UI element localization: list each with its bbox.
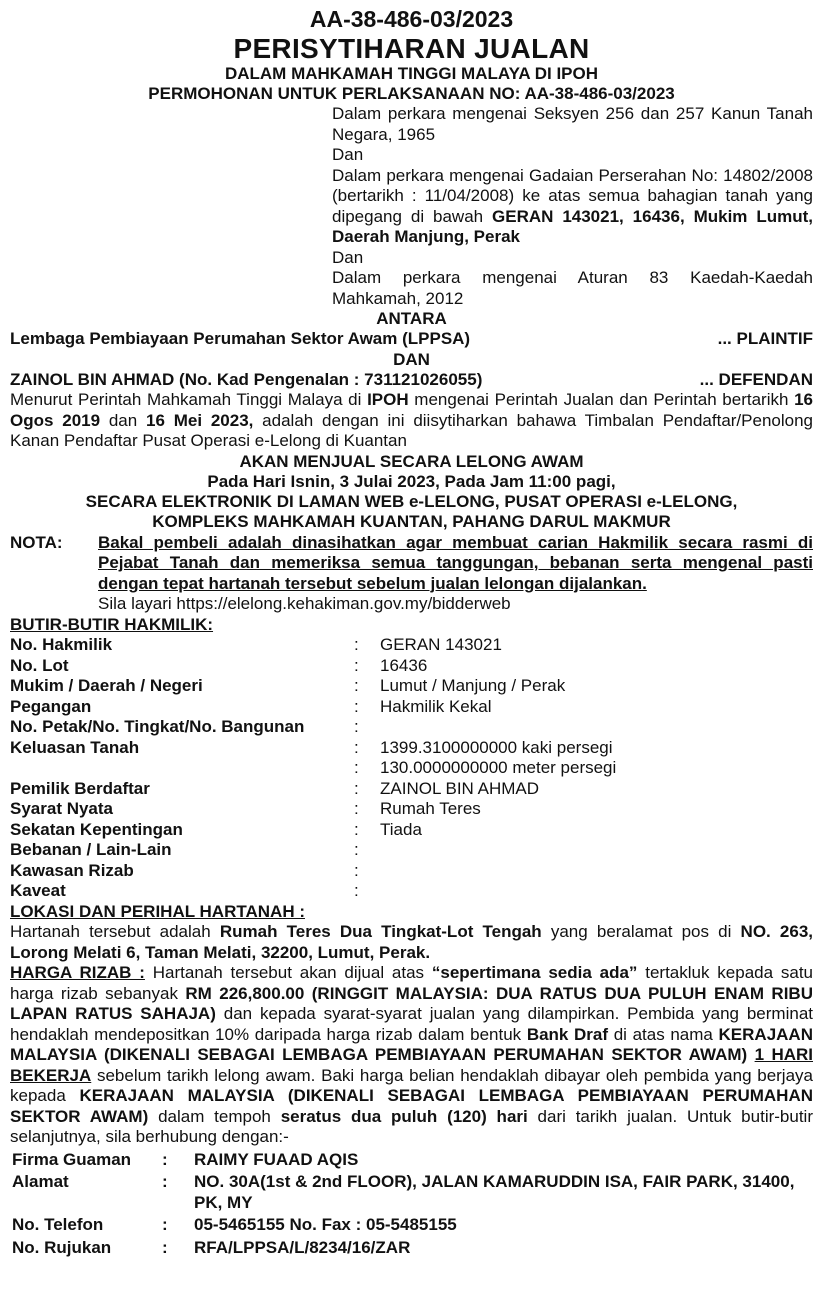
hakmilik-key bbox=[10, 758, 354, 779]
firm-row bbox=[12, 1238, 811, 1259]
harga-rizab-paragraph: HARGA RIZAB : Hartanah tersebut akan dijual atas “sepertimana sedia ada” tertakluk kepada satu harga rizab sebanyak RM 226,800.00 (RINGGIT MALAYSIA: DUA RATUS DUA PULUH ENAM RIBU LAPAN RATUS SAHAJA) dan kepada syarat-syarat jualan yang dilampirkan. Pembida yang berminat hendaklah mendepositkan 10% daripada harga rizab dalam bentuk Bank Draf di atas nama KERAJAAN MALAYSIA (DIKENALI SEBAGAI LEMBAGA PEMBIAYAAN PERUMAHAN SEKTOR AWAM) 1 HARI BEKERJA sebelum tarikh lelong awam. Baki harga belian hendaklah dibayar oleh pembida yang berjaya kepada KERAJAAN MALAYSIA (DIKENALI SEBAGAI LEMBAGA PEMBIAYAAN PERUMAHAN SEKTOR AWAM) dalam tempoh seratus dua puluh (120) hari dari tarikh jualan. Untuk butir-butir selanjutnya, sila berhubung dengan:- bbox=[10, 963, 814, 1146]
hakmilik-colon: : bbox=[354, 840, 359, 859]
hakmilik-value: Lumut / Manjung / Perak bbox=[380, 676, 566, 695]
hakmilik-value: Rumah Teres bbox=[380, 799, 481, 818]
hakmilik-value: Tiada bbox=[380, 819, 422, 839]
firm-key: No. Rujukan bbox=[12, 1237, 112, 1257]
dan-label: DAN bbox=[393, 349, 430, 369]
hakmilik-value bbox=[380, 861, 813, 882]
hakmilik-colon: : bbox=[354, 655, 359, 675]
hakmilik-row bbox=[10, 861, 813, 882]
firm-key: Firma Guaman bbox=[12, 1149, 132, 1169]
defendant-row bbox=[10, 370, 813, 391]
hakmilik-value: Hakmilik Kekal bbox=[380, 696, 492, 716]
firm-value: RAIMY FUAAD AQIS bbox=[194, 1149, 359, 1169]
lokasi-paragraph: Hartanah tersebut adalah Rumah Teres Dua Tingkat-Lot Tengah yang beralamat pos di NO. 263, Lorong Melati 6, Taman Melati, 32200, Lumut, Perak. bbox=[10, 922, 814, 962]
court-name: DALAM MAHKAMAH TINGGI MALAYA DI IPOH bbox=[224, 64, 599, 83]
auction-line-2: Pada Hari Isnin, 3 Julai 2023, Pada Jam 11:00 pagi, bbox=[207, 471, 616, 491]
plaintiff-row bbox=[10, 329, 813, 350]
hakmilik-colon: : bbox=[354, 758, 359, 777]
hakmilik-key: Keluasan Tanah bbox=[10, 737, 140, 757]
elelong-link[interactable]: Sila layari https://elelong.kehakiman.gov.my/bidderweb bbox=[98, 594, 511, 613]
hakmilik-colon: : bbox=[354, 799, 359, 818]
nota-label: NOTA: bbox=[10, 532, 63, 552]
hakmilik-colon: : bbox=[354, 676, 359, 695]
hakmilik-key: Sekatan Kepentingan bbox=[10, 819, 183, 839]
hakmilik-value bbox=[380, 881, 813, 902]
firm-row bbox=[12, 1150, 811, 1171]
order-paragraph: Menurut Perintah Mahkamah Tinggi Malaya di IPOH mengenai Perintah Jualan dan Perintah bertarikh 16 Ogos 2019 dan 16 Mei 2023, adalah dengan ini diisytiharkan bahawa Timbalan Pendaftar/Penolong Kanan Pendaftar Pusat Operasi e-Lelong di Kuantan bbox=[10, 390, 814, 450]
hakmilik-value bbox=[380, 840, 813, 861]
hakmilik-key: No. Hakmilik bbox=[10, 635, 113, 654]
firm-colon: : bbox=[162, 1237, 168, 1257]
hakmilik-colon: : bbox=[354, 860, 359, 880]
hakmilik-colon: : bbox=[354, 737, 359, 757]
hakmilik-colon: : bbox=[354, 819, 359, 839]
hakmilik-key: Kaveat bbox=[10, 881, 66, 900]
firm-table bbox=[10, 1148, 813, 1261]
firm-row bbox=[12, 1215, 811, 1236]
firm-key: No. Telefon bbox=[12, 1215, 104, 1234]
matter-seksyen: Dalam perkara mengenai Seksyen 256 dan 257 Kanun Tanah Negara, 1965 bbox=[332, 104, 813, 144]
hakmilik-colon: : bbox=[354, 635, 359, 654]
hakmilik-row bbox=[10, 779, 813, 800]
hakmilik-key: Bebanan / Lain-Lain bbox=[10, 840, 172, 859]
hakmilik-key: Kawasan Rizab bbox=[10, 860, 134, 880]
case-number: AA-38-486-03/2023 bbox=[309, 6, 514, 32]
hakmilik-heading: BUTIR-BUTIR HAKMILIK: bbox=[10, 614, 214, 634]
harga-rizab-heading: HARGA RIZAB : bbox=[10, 963, 145, 982]
hakmilik-key: Syarat Nyata bbox=[10, 799, 114, 818]
nota-text: Bakal pembeli adalah dinasihatkan agar membuat carian Hakmilik secara rasmi di Pejabat Tanah dan memeriksa semua tanggungan, bebanan serta mengenal pasti dengan tepat hartanah tersebut sebelum jualan lelongan dijalankan. bbox=[98, 532, 813, 593]
hakmilik-colon: : bbox=[354, 717, 359, 736]
hakmilik-key: No. Lot bbox=[10, 655, 69, 675]
hakmilik-row bbox=[10, 676, 813, 697]
hakmilik-key: Mukim / Daerah / Negeri bbox=[10, 676, 203, 695]
hakmilik-colon: : bbox=[354, 778, 359, 798]
auction-line-4: KOMPLEKS MAHKAMAH KUANTAN, PAHANG DARUL MAKMUR bbox=[152, 511, 671, 531]
hakmilik-value: 1399.3100000000 kaki persegi bbox=[380, 737, 613, 757]
hakmilik-row bbox=[10, 881, 813, 902]
nota-block bbox=[10, 533, 813, 615]
hakmilik-value bbox=[380, 717, 813, 738]
antara-label: ANTARA bbox=[376, 309, 447, 328]
auction-line-3: SECARA ELEKTRONIK DI LAMAN WEB e-LELONG, PUSAT OPERASI e-LELONG, bbox=[85, 491, 738, 511]
auction-line-1: AKAN MENJUAL SECARA LELONG AWAM bbox=[239, 451, 584, 471]
plaintiff-role: ... PLAINTIF bbox=[717, 329, 813, 348]
hakmilik-value: 130.0000000000 meter persegi bbox=[380, 758, 617, 777]
matter-dan-2: Dan bbox=[332, 247, 364, 267]
hakmilik-value: ZAINOL BIN AHMAD bbox=[380, 778, 540, 798]
hakmilik-row bbox=[10, 758, 813, 779]
hakmilik-colon: : bbox=[354, 881, 359, 900]
hakmilik-row bbox=[10, 697, 813, 718]
firm-value: 05-5465155 No. Fax : 05-5485155 bbox=[194, 1215, 457, 1234]
hakmilik-key: Pegangan bbox=[10, 696, 92, 716]
hakmilik-row bbox=[10, 656, 813, 677]
hakmilik-table bbox=[10, 635, 813, 902]
matter-gadaian: Dalam perkara mengenai Gadaian Perserahan No: 14802/2008 (bertarikh : 11/04/2008) ke atas semua bahagian tanah yang dipegang di bawah GERAN 143021, 16436, Mukim Lumut, Daerah Manjung, Perak bbox=[332, 165, 813, 246]
firm-row bbox=[12, 1172, 811, 1213]
firm-colon: : bbox=[162, 1149, 168, 1169]
firm-value: RFA/LPPSA/L/8234/16/ZAR bbox=[194, 1237, 411, 1257]
defendant-role: ... DEFENDAN bbox=[699, 369, 813, 389]
hakmilik-row bbox=[10, 799, 813, 820]
hakmilik-key: Pemilik Berdaftar bbox=[10, 778, 150, 798]
hakmilik-row bbox=[10, 820, 813, 841]
defendant-name: ZAINOL BIN AHMAD (No. Kad Pengenalan : 731121026055) bbox=[10, 369, 483, 389]
hakmilik-colon: : bbox=[354, 696, 359, 716]
hakmilik-row bbox=[10, 738, 813, 759]
hakmilik-row bbox=[10, 635, 813, 656]
hakmilik-key: No. Petak/No. Tingkat/No. Bangunan bbox=[10, 717, 305, 736]
hakmilik-row bbox=[10, 717, 813, 738]
document-title: PERISYTIHARAN JUALAN bbox=[233, 33, 590, 64]
firm-colon: : bbox=[162, 1172, 168, 1191]
firm-key: Alamat bbox=[12, 1172, 69, 1191]
plaintiff-name: Lembaga Pembiayaan Perumahan Sektor Awam (LPPSA) bbox=[10, 329, 471, 348]
application-number: PERMOHONAN UNTUK PERLAKSANAAN NO: AA-38-486-03/2023 bbox=[148, 84, 675, 103]
matter-aturan: Dalam perkara mengenai Aturan 83 Kaedah-Kaedah Mahkamah, 2012 bbox=[332, 268, 813, 308]
hakmilik-row bbox=[10, 840, 813, 861]
matters-block bbox=[332, 104, 813, 309]
firm-value: NO. 30A(1st & 2nd FLOOR), JALAN KAMARUDDIN ISA, FAIR PARK, 31400, PK, MY bbox=[194, 1172, 795, 1212]
lokasi-heading: LOKASI DAN PERIHAL HARTANAH : bbox=[10, 901, 305, 921]
hakmilik-value: GERAN 143021 bbox=[380, 635, 502, 654]
matter-dan-1: Dan bbox=[332, 145, 364, 164]
firm-colon: : bbox=[162, 1215, 168, 1234]
hakmilik-value: 16436 bbox=[380, 655, 428, 675]
